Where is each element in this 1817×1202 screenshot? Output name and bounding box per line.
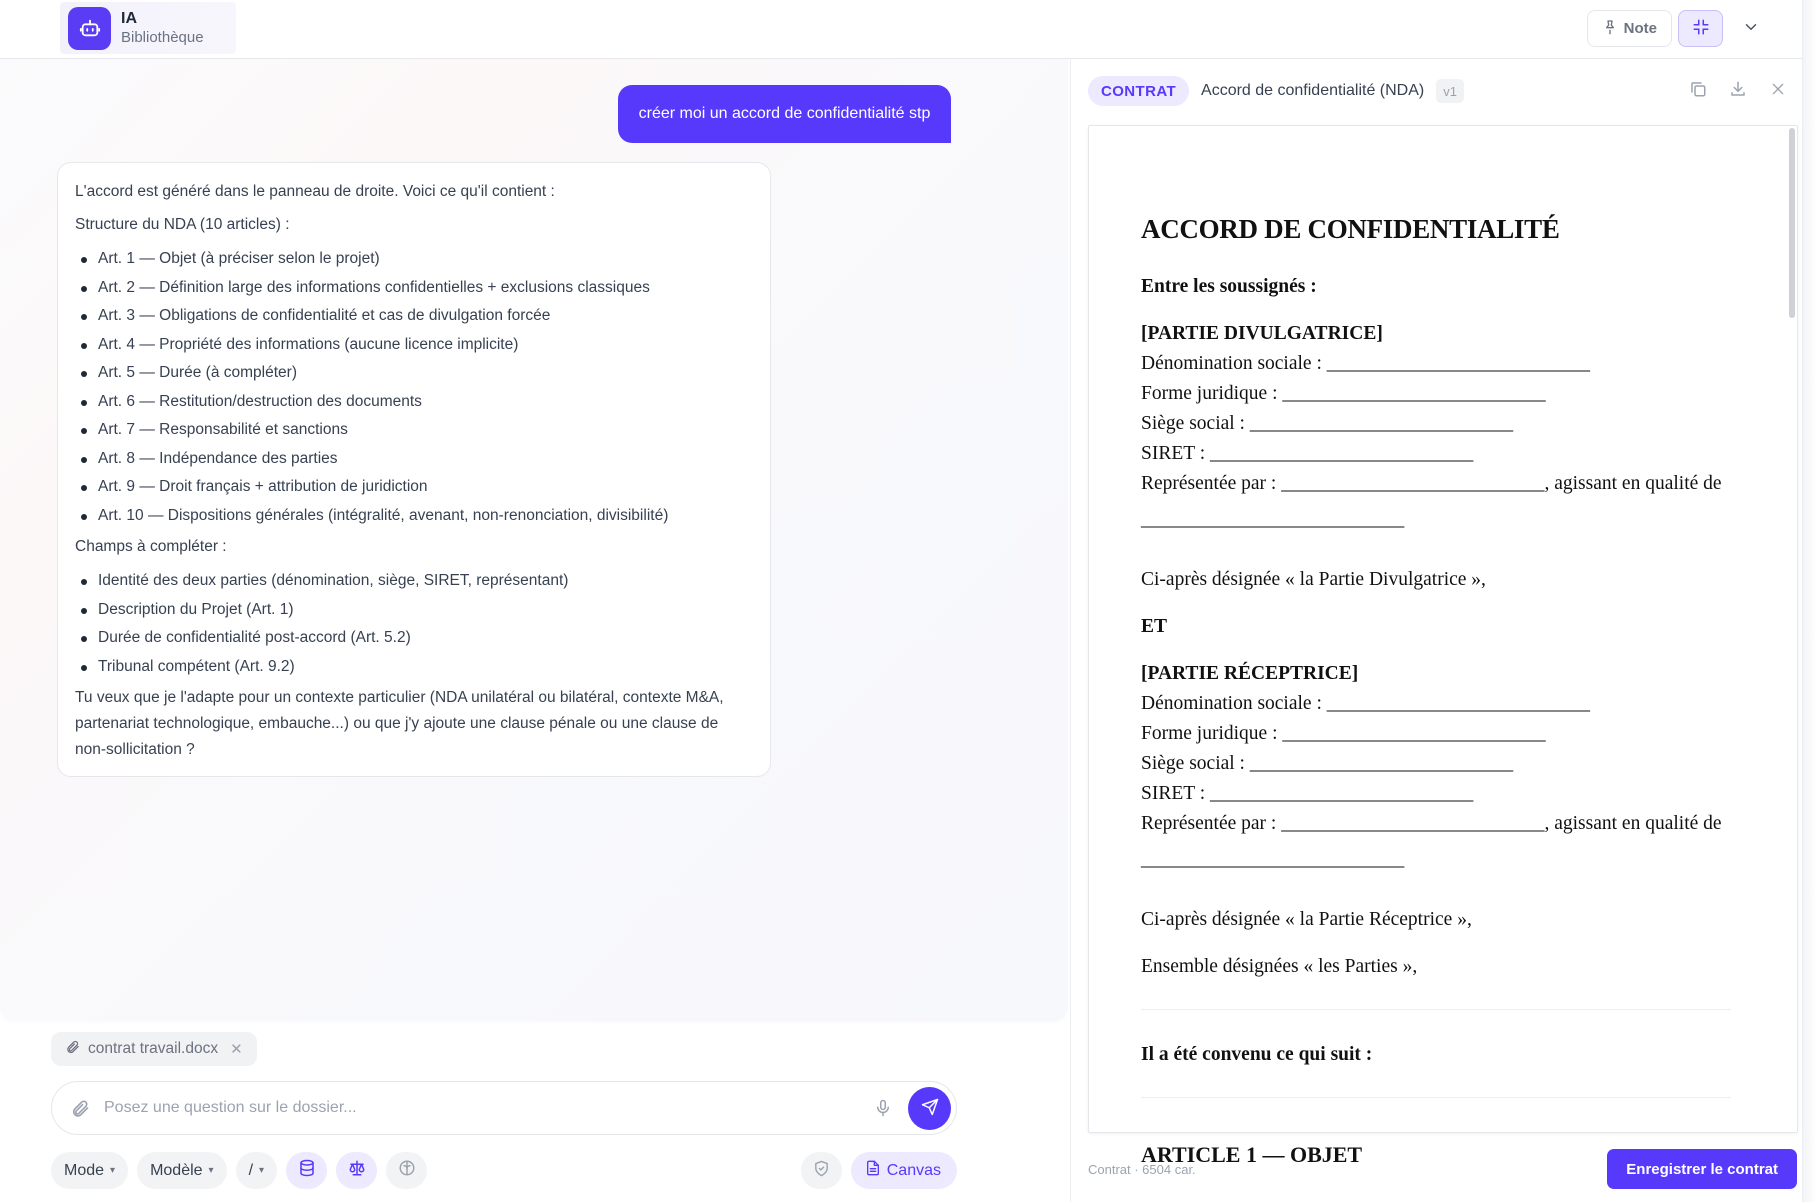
copy-button[interactable]: [1686, 77, 1710, 101]
microphone-button[interactable]: [874, 1098, 892, 1118]
top-bar: [0, 0, 1817, 59]
artifact-header: [1071, 59, 1802, 123]
download-button[interactable]: [1726, 77, 1750, 101]
close-button[interactable]: [1766, 77, 1790, 101]
shield-check-icon: [813, 1160, 830, 1182]
list-item: Art. 2 — Définition large des informations confidentielles + exclusions classiques: [75, 274, 753, 303]
party2-designation: Ci-après désignée « la Partie Réceptrice »,: [1141, 909, 1472, 930]
party1-denomination: Dénomination sociale : ___________________________: [1141, 353, 1590, 374]
list-item: Tribunal compétent (Art. 9.2): [75, 653, 753, 682]
canvas-label: Canvas: [886, 1161, 941, 1179]
remove-attachment-icon[interactable]: ✕: [230, 1041, 243, 1058]
model-label: Modèle: [150, 1161, 203, 1179]
list-item: Art. 8 — Indépendance des parties: [75, 445, 753, 474]
list-item: Art. 6 — Restitution/destruction des documents: [75, 388, 753, 417]
party1-represented: Représentée par : ___________________________, agissant en qualité de: [1141, 473, 1722, 494]
artifact-footer: [1071, 1149, 1802, 1199]
message-composer: [51, 1081, 957, 1135]
artifact-pane: [1070, 59, 1802, 1202]
legal-scale-toggle[interactable]: [336, 1152, 377, 1189]
chevron-down-icon: ▾: [110, 1165, 116, 1176]
note-button[interactable]: [1587, 10, 1672, 47]
document-page: [1089, 126, 1784, 1167]
party1-siege: Siège social : ___________________________: [1141, 413, 1514, 434]
more-dropdown-button[interactable]: [1731, 10, 1771, 47]
brand-title: IA: [121, 10, 137, 28]
structure-heading: Structure du NDA (10 articles) :: [75, 216, 290, 233]
doc-and: ET: [1141, 616, 1168, 637]
canvas-toggle[interactable]: [851, 1152, 957, 1189]
list-item: Art. 1 — Objet (à préciser selon le projet): [75, 245, 753, 274]
document-scrollbar[interactable]: [1789, 128, 1795, 318]
artifact-title: Accord de confidentialité (NDA): [1201, 82, 1425, 99]
list-item: Identité des deux parties (dénomination, siège, SIRET, représentant): [75, 567, 753, 596]
document-icon: [865, 1159, 881, 1182]
fields-heading: Champs à compléter :: [75, 538, 227, 555]
attachment-chip[interactable]: [51, 1032, 257, 1066]
document-viewer[interactable]: [1088, 125, 1798, 1167]
mode-label: Mode: [64, 1161, 105, 1179]
message-input[interactable]: [104, 1099, 874, 1117]
party2-denomination: Dénomination sociale : ___________________________: [1141, 693, 1590, 714]
assistant-intro: L'accord est généré dans le panneau de droite. Voici ce qu'il contient :: [75, 183, 555, 200]
document-title: ACCORD DE CONFIDENTIALITÉ: [1141, 214, 1560, 244]
structure-list: [75, 245, 753, 530]
party2-siret: SIRET : ___________________________: [1141, 783, 1474, 804]
party2-siege: Siège social : ___________________________: [1141, 753, 1514, 774]
privacy-shield-toggle[interactable]: [801, 1152, 842, 1189]
list-item: Art. 3 — Obligations de confidentialité et cas de divulgation forcée: [75, 302, 753, 331]
article1-heading: ARTICLE 1 — OBJET: [1141, 1142, 1363, 1167]
chat-pane: [0, 59, 1070, 1202]
brand-switcher[interactable]: [60, 2, 236, 54]
minimize-icon: [1692, 18, 1710, 39]
doc-between: Entre les soussignés :: [1141, 276, 1317, 297]
party1-quality: ___________________________: [1141, 509, 1405, 530]
save-contract-button[interactable]: Enregistrer le contrat: [1607, 1149, 1797, 1189]
party2-heading: [PARTIE RÉCEPTRICE]: [1141, 663, 1359, 684]
send-icon: [921, 1098, 939, 1119]
list-item: Description du Projet (Art. 1): [75, 596, 753, 625]
party1-forme: Forme juridique : ___________________________: [1141, 383, 1546, 404]
mode-dropdown[interactable]: [51, 1152, 128, 1189]
party2-represented: Représentée par : ___________________________, agissant en qualité de: [1141, 813, 1722, 834]
fields-list: [75, 567, 753, 681]
doc-together: Ensemble désignées « les Parties »,: [1141, 956, 1418, 977]
party2-quality: ___________________________: [1141, 849, 1405, 870]
chevron-down-icon: ▾: [208, 1165, 214, 1176]
divider: [1141, 1097, 1731, 1098]
list-item: Art. 10 — Dispositions générales (intégralité, avenant, non-renonciation, divisibilité): [75, 502, 753, 531]
paperclip-icon: [65, 1039, 80, 1059]
chevron-down-icon: [1742, 18, 1760, 39]
slash-commands-dropdown[interactable]: [236, 1152, 277, 1189]
party1-heading: [PARTIE DIVULGATRICE]: [1141, 323, 1383, 344]
version-badge[interactable]: v1: [1436, 79, 1464, 103]
chevron-down-icon: ▾: [259, 1165, 265, 1176]
chat-messages[interactable]: [0, 59, 1068, 1021]
character-count: Contrat · 6504 car.: [1088, 1162, 1196, 1177]
artifact-actions: [1686, 77, 1790, 101]
pin-icon: [1602, 19, 1618, 39]
slash-label: /: [248, 1161, 254, 1179]
note-label: Note: [1623, 20, 1657, 37]
party1-siret: SIRET : ___________________________: [1141, 443, 1474, 464]
reasoning-toggle[interactable]: [386, 1152, 427, 1189]
top-actions: [1587, 10, 1771, 47]
model-dropdown[interactable]: [137, 1152, 227, 1189]
list-item: Art. 7 — Responsabilité et sanctions: [75, 416, 753, 445]
brand-subtitle: Bibliothèque: [121, 28, 204, 46]
exit-fullscreen-button[interactable]: [1678, 10, 1723, 47]
scale-icon: [348, 1159, 366, 1182]
list-item: Art. 9 — Droit français + attribution de juridiction: [75, 473, 753, 502]
robot-icon: [68, 7, 111, 50]
party1-designation: Ci-après désignée « la Partie Divulgatrice »,: [1141, 569, 1486, 590]
list-item: Art. 5 — Durée (à compléter): [75, 359, 753, 388]
assistant-closing: Tu veux que je l'adapte pour un contexte particulier (NDA unilatéral ou bilatéral, contexte M&A, partenariat technologique, embauche...) ou que j'y ajoute une clause pénale ou une clause de non-sollicitation ?: [75, 689, 724, 758]
composer-toolbar: [51, 1152, 957, 1189]
window-edge: [1802, 0, 1817, 1202]
assistant-message: [57, 162, 771, 777]
party2-forme: Forme juridique : ___________________________: [1141, 723, 1546, 744]
divider: [1141, 1009, 1731, 1010]
database-toggle[interactable]: [286, 1152, 327, 1189]
database-icon: [298, 1159, 316, 1182]
list-item: Durée de confidentialité post-accord (Art. 5.2): [75, 624, 753, 653]
list-item: Art. 4 — Propriété des informations (aucune licence implicite): [75, 331, 753, 360]
doc-agreed: Il a été convenu ce qui suit :: [1141, 1044, 1373, 1065]
toolbar-right: [801, 1152, 957, 1189]
attach-file-button[interactable]: [70, 1098, 90, 1118]
artifact-type-badge: CONTRAT: [1088, 76, 1189, 106]
attachment-name: contrat travail.docx: [88, 1040, 219, 1057]
brain-icon: [398, 1159, 416, 1182]
user-message: créer moi un accord de confidentialité stp: [618, 85, 951, 143]
brand-text: [121, 10, 204, 46]
send-button[interactable]: [908, 1087, 951, 1130]
